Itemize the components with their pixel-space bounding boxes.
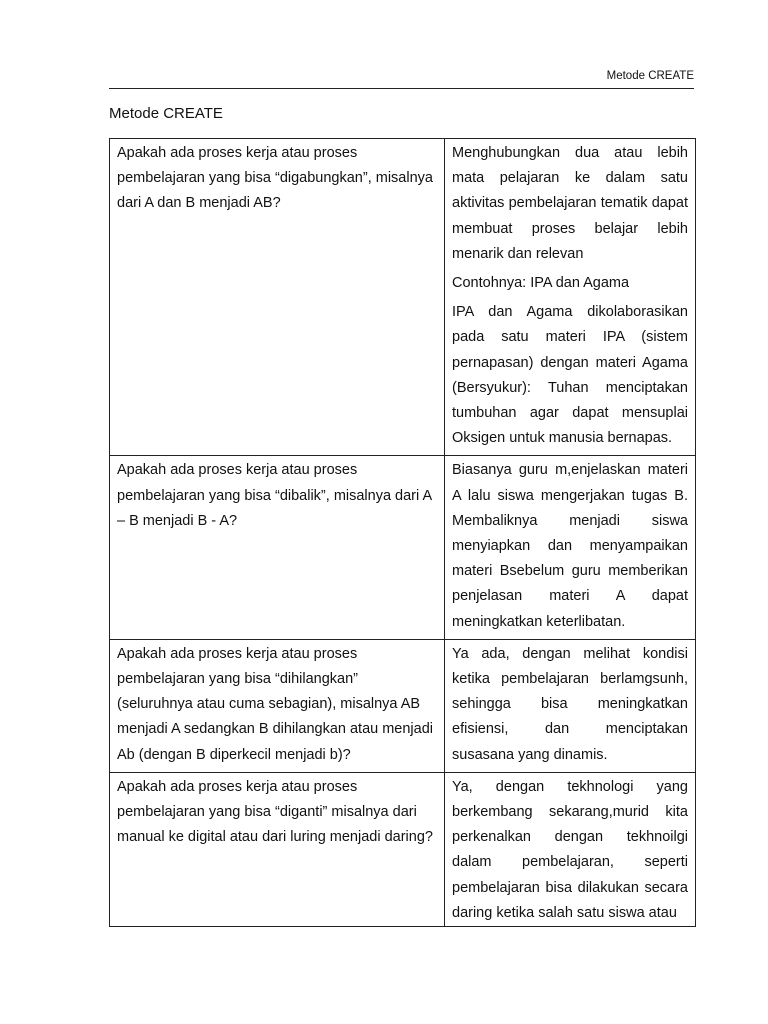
- create-method-table: [109, 138, 696, 927]
- question-cell: Apakah ada proses kerja atau proses pembelajaran yang bisa “dihilangkan” (seluruhnya atau cuma sebagian), misalnya AB menjadi A sedangkan B dihilangkan atau menjadi Ab (dengan B diperkecil menjadi b)?: [110, 639, 445, 772]
- running-title: Metode CREATE: [606, 70, 694, 82]
- section-title: Metode CREATE: [109, 105, 223, 122]
- answer-cell: [445, 639, 696, 772]
- question-cell: Apakah ada proses kerja atau proses pembelajaran yang bisa “diganti” misalnya dari manual ke digital atau dari luring menjadi daring?: [110, 772, 445, 926]
- answer-cell: [445, 456, 696, 639]
- table-row: [110, 639, 696, 772]
- table-row: [110, 139, 696, 456]
- answer-paragraph: IPA dan Agama dikolaborasikan pada satu materi IPA (sistem pernapasan) dengan materi Agama (Bersyukur): Tuhan menciptakan tumbuhan agar dapat mensuplai Oksigen untuk manusia bernapas.: [452, 304, 688, 447]
- answer-paragraph: Biasanya guru m,enjelaskan materi A lalu siswa mengerjakan tugas B. Membaliknya menjadi siswa menyiapkan dan menyampaikan materi Bsebelum guru memberikan penjelasan materi A dapat meningkatkan keterlibatan.: [452, 462, 688, 630]
- answer-paragraph: Ya ada, dengan melihat kondisi ketika pembelajaran berlamgsunh, sehingga bisa meningkatkan efisiensi, dan menciptakan susasana yang dinamis.: [452, 645, 688, 763]
- table-row: [110, 456, 696, 639]
- answer-paragraph: Contohnya: IPA dan Agama: [452, 275, 630, 292]
- answer-paragraph: Menghubungkan dua atau lebih mata pelajaran ke dalam satu aktivitas pembelajaran tematik dapat membuat proses belajar lebih menarik dan relevan: [452, 145, 688, 262]
- answer-cell: [445, 772, 696, 926]
- table-row: [110, 772, 696, 926]
- question-cell: Apakah ada proses kerja atau proses pembelajaran yang bisa “digabungkan”, misalnya dari A dan B menjadi AB?: [110, 139, 445, 456]
- question-cell: Apakah ada proses kerja atau proses pembelajaran yang bisa “dibalik”, misalnya dari A – B menjadi B - A?: [110, 456, 445, 639]
- answer-cell: [445, 139, 696, 456]
- answer-paragraph: Ya, dengan tekhnologi yang berkembang sekarang,murid kita perkenalkan dengan tekhnoilgi dalam pembelajaran, seperti pembelajaran bisa dilakukan secara daring ketika salah satu siswa atau: [452, 778, 688, 921]
